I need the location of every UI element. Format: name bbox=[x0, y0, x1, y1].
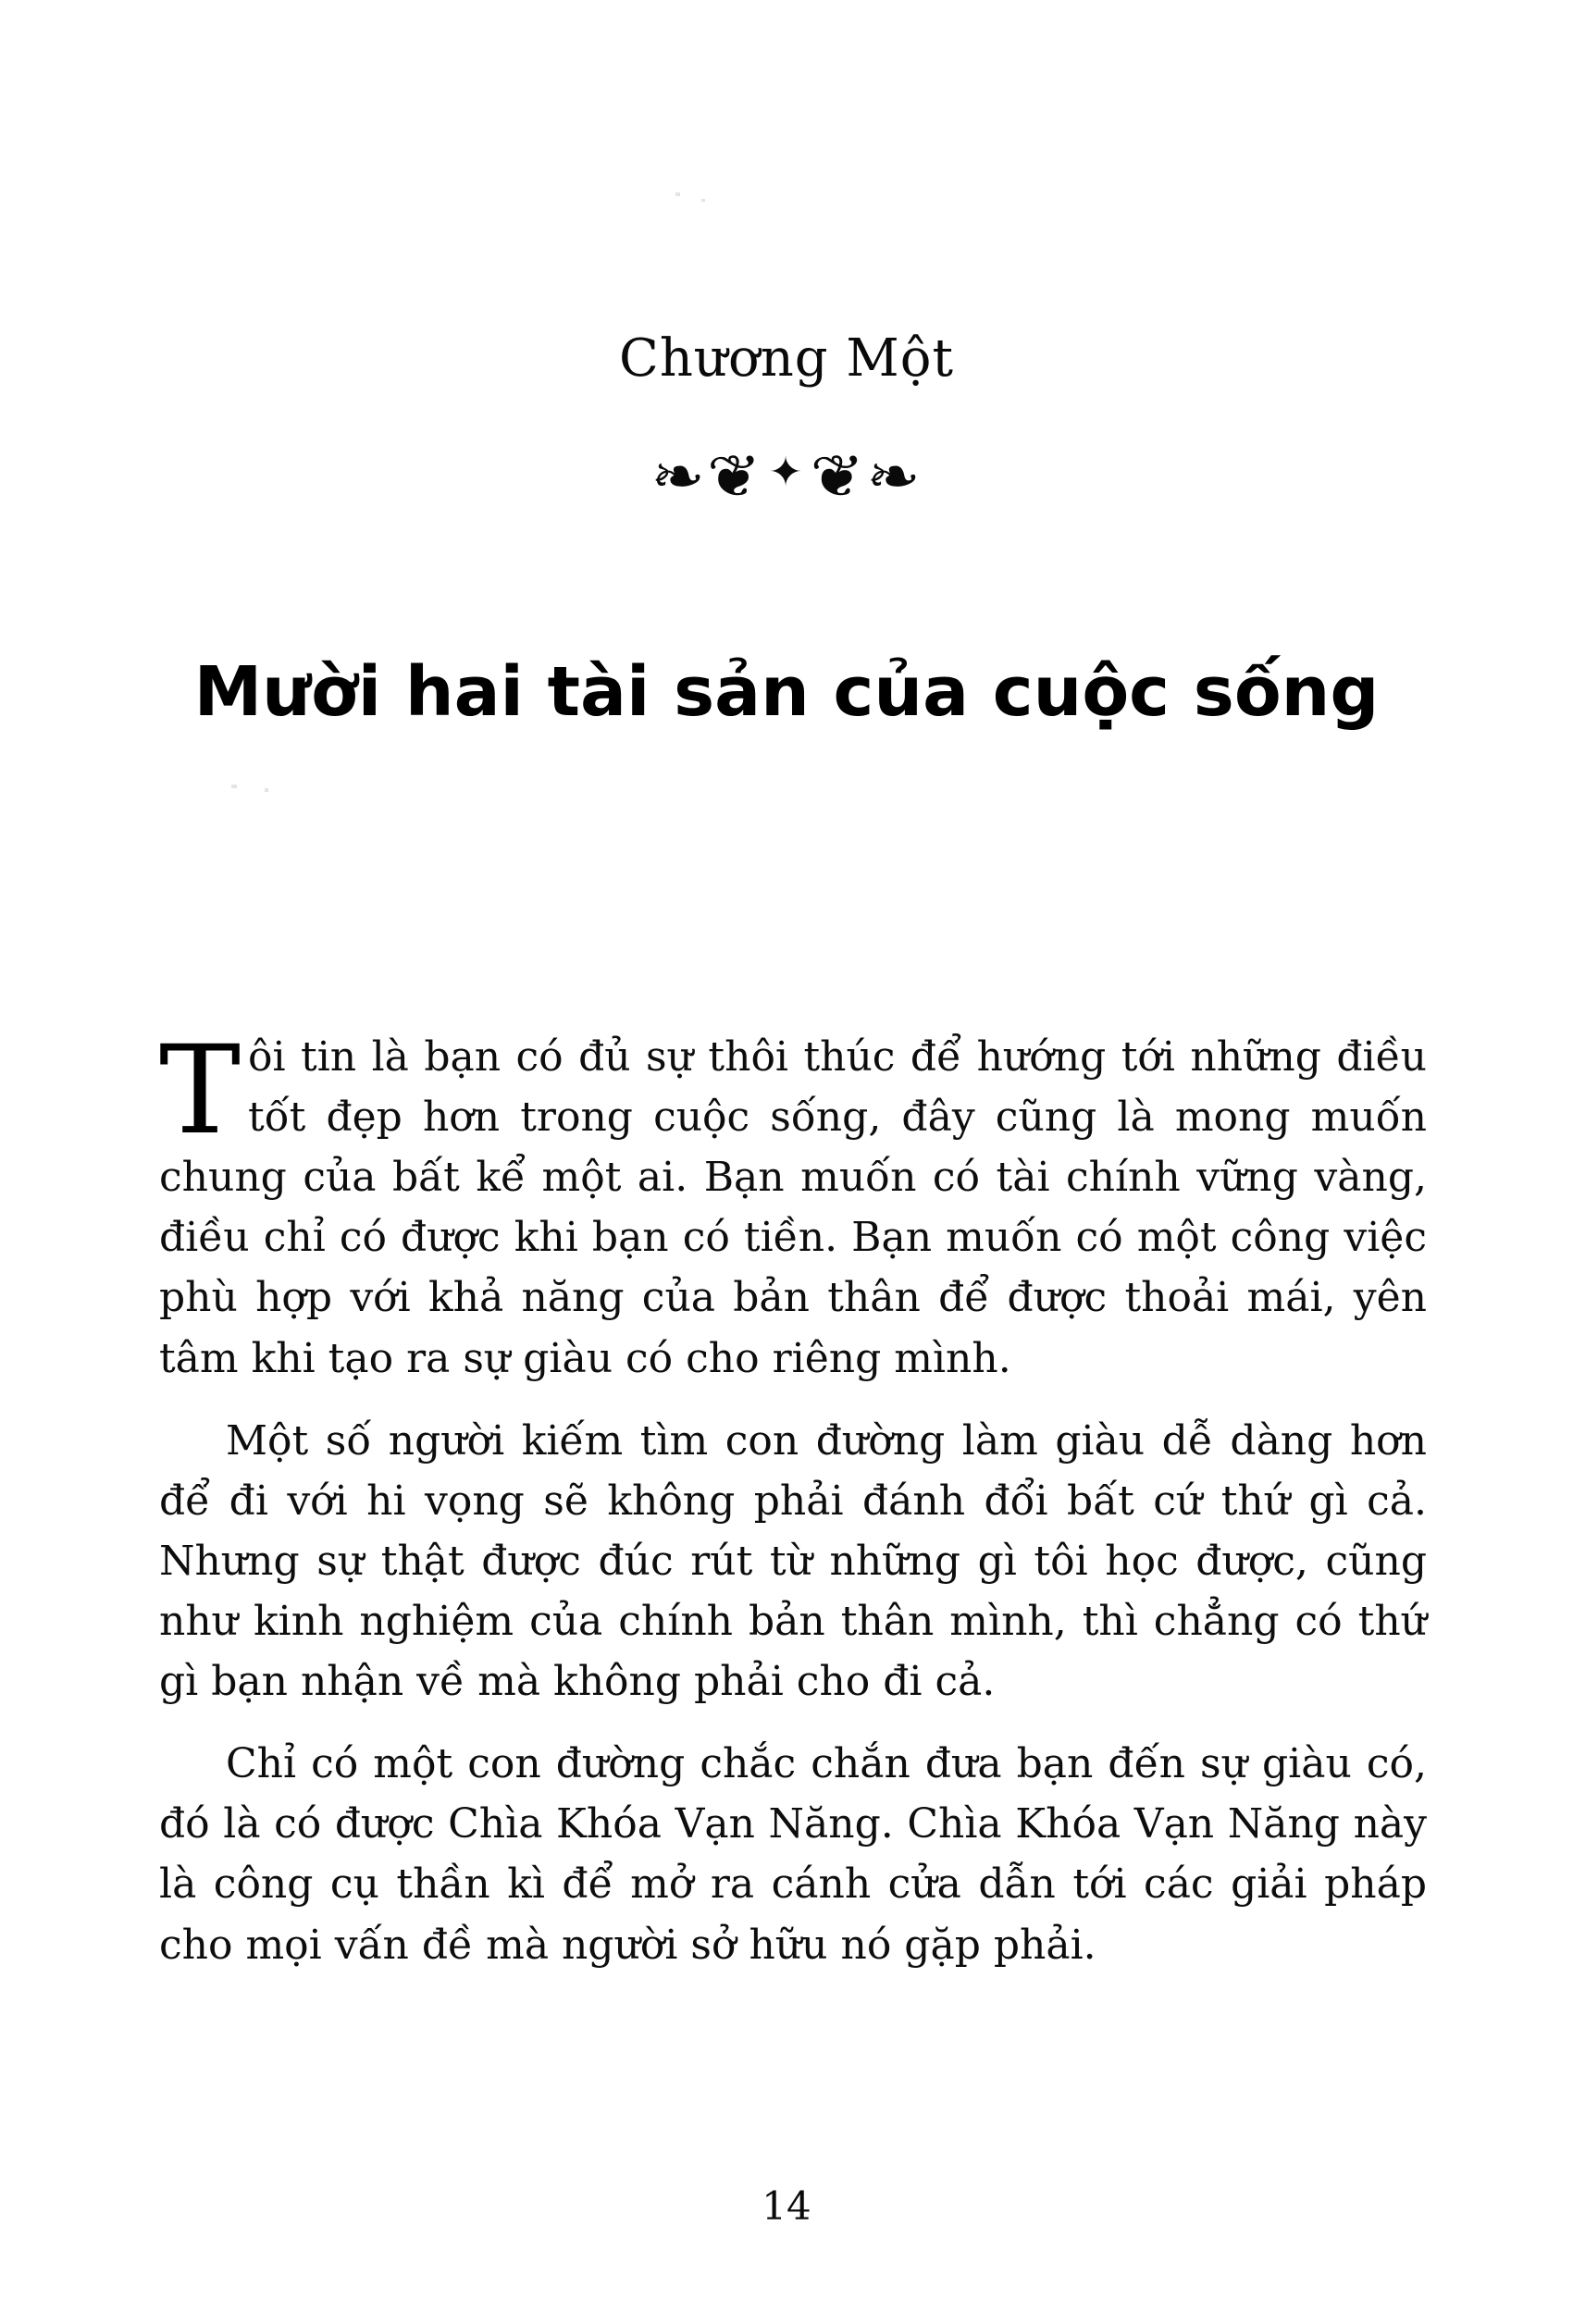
scan-speckle bbox=[675, 192, 680, 196]
paragraph bbox=[159, 1734, 1427, 1974]
scan-speckle bbox=[265, 788, 268, 792]
paragraph bbox=[159, 1020, 1427, 1389]
page-number: 14 bbox=[762, 2183, 811, 2229]
drop-cap: T bbox=[159, 1020, 242, 1162]
page-title: Mười hai tài sản của cuộc sống bbox=[193, 651, 1380, 732]
ornament-left-icon: ❧❦ bbox=[650, 442, 763, 511]
ornamental-divider bbox=[0, 444, 1573, 509]
paragraph-text: Chỉ có một con đường chắc chắn đưa bạn đến sự giàu có, đó là có được Chìa Khóa Vạn Năng. Chìa Khóa Vạn Năng này là công cụ thần kì để mở ra cánh cửa dẫn tới các giải pháp cho mọi vấn đề mà người sở hữu nó gặp phải. bbox=[159, 1740, 1427, 1969]
ornament-right-icon: ❦❧ bbox=[810, 442, 923, 511]
scan-speckle bbox=[701, 199, 705, 202]
paragraph bbox=[159, 1411, 1427, 1712]
scan-speckle bbox=[231, 785, 237, 788]
ornament-middle-icon: ✦ bbox=[768, 449, 805, 496]
paragraph-text: Một số người kiếm tìm con đường làm giàu dễ dàng hơn để đi với hi vọng sẽ không phải đánh đổi bất cứ thứ gì cả. Nhưng sự thật được đúc rút từ những gì tôi học được, cũng như kinh nghiệm của chính bản thân mình, thì chẳng có thứ gì bạn nhận về mà không phải cho đi cả. bbox=[159, 1416, 1427, 1706]
paragraph-text: ôi tin là bạn có đủ sự thôi thúc để hướng tới những điều tốt đẹp hơn trong cuộc sống, đây cũng là mong muốn chung của bất kể một ai. Bạn muốn có tài chính vững vàng, điều chỉ có được khi bạn có tiền. Bạn muốn có một công việc phù hợp với khả năng của bản thân để được thoải mái, yên tâm khi tạo ra sự giàu có cho riêng mình. bbox=[159, 1033, 1427, 1382]
chapter-label: Chương Một bbox=[619, 328, 954, 389]
body-text bbox=[159, 1020, 1427, 1997]
